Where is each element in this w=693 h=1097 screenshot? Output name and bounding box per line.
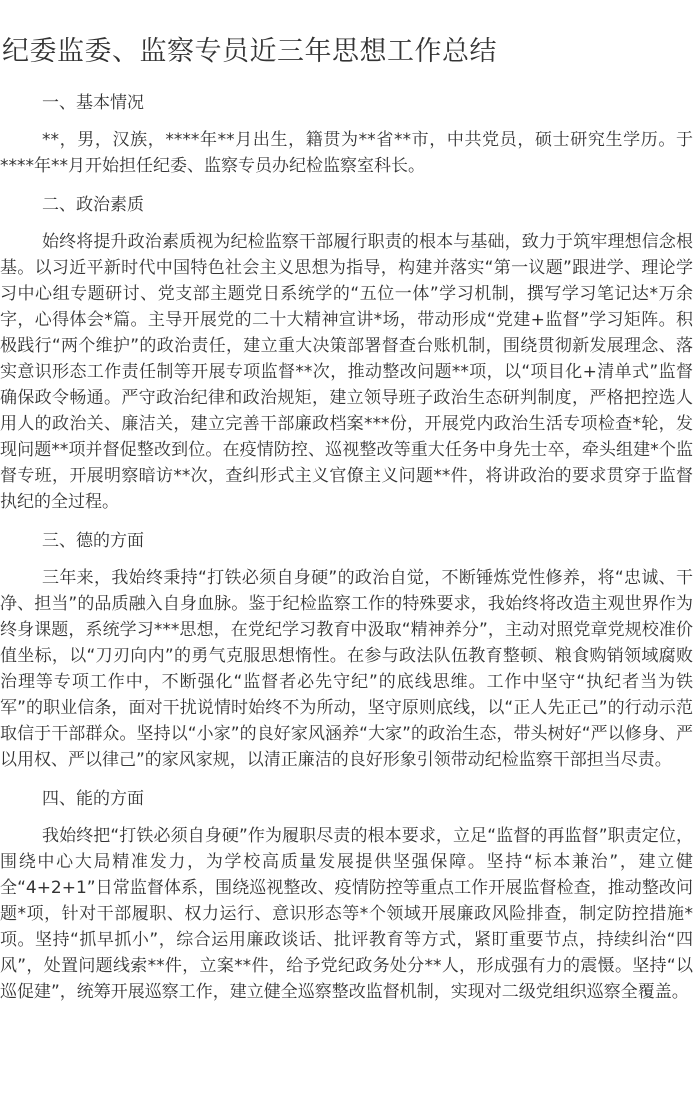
section-paragraph: 我始终把“打铁必须自身硬”作为履职尽责的根本要求，立足“监督的再监督”职责定位，围绕中心大局精准发力，为学校高质量发展提供坚强保障。坚持“标本兼治”，建立健全“4+2+1”日常监督体系，围绕巡视整改、疫情防控等重点工作开展监督检查，推动整改问题*项，针对干部履职、权力运行、意识形态等*个领域开展廉政风险排查，制定防控措施*项。坚持“抓早抓小”，综合运用廉政谈话、批评教育等方式，紧盯重要节点，持续纠治“四风”，处置问题线索**件，立案**件，给予党纪政务处分**人，形成强有力的震慑。坚持“以巡促建”，统筹开展巡察工作，建立健全巡察整改监督机制，实现对二级党组织巡察全覆盖。 (0, 826, 693, 1002)
section-heading: 四、能的方面 (42, 789, 144, 809)
document-body (0, 90, 693, 1005)
section-paragraph: 三年来，我始终秉持“打铁必须自身硬”的政治自觉，不断锤炼党性修养，将“忠诚、干净、担当”的品质融入自身血脉。鉴于纪检监察工作的特殊要求，我始终将改造主观世界作为终身课题，系统学习***思想，在党纪学习教育中汲取“精神养分”，主动对照党章党规校准价值坐标，以“刀刃向内”的勇气克服思想惰性。在参与政法队伍教育整顿、粮食购销领域腐败治理等专项工作中，不断强化“监督者必先守纪”的底线思维。工作中坚守“执纪者当为铁军”的职业信条，面对干扰说情时始终不为所动，坚守原则底线，以“正人先正己”的行动示范取信于干部群众。坚持以“小家”的良好家风涵养“大家”的政治生态，带头树好“严以修身、严以用权、严以律己”的家风家规，以清正廉洁的良好形象引领带动纪检监察干部担当尽责。 (0, 568, 693, 770)
section-heading: 二、政治素质 (42, 195, 144, 215)
section-heading: 三、德的方面 (42, 531, 144, 551)
section-paragraph: 始终将提升政治素质视为纪检监察干部履行职责的根本与基础，致力于筑牢理想信念根基。以习近平新时代中国特色社会主义思想为指导，构建并落实“第一议题”跟进学、理论学习中心组专题研讨、党支部主题党日系统学的“五位一体”学习机制，撰写学习笔记达*万余字，心得体会*篇。主导开展党的二十大精神宣讲*场，带动形成“党建+监督”学习矩阵。积极践行“两个维护”的政治责任，建立重大决策部署督查台账机制，围绕贯彻新发展理念、落实意识形态工作责任制等开展专项监督**次，推动整改问题**项，以“项目化+清单式”监督确保政令畅通。严守政治纪律和政治规矩，建立领导班子政治生态研判制度，严格把控选人用人的政治关、廉洁关，建立完善干部廉政档案***份，开展党内政治生活专项检查*轮，发现问题**项并督促整改到位。在疫情防控、巡视整改等重大任务中身先士卒，牵头组建*个监督专班，开展明察暗访**次，查纠形式主义官僚主义问题**件，将讲政治的要求贯穿于监督执纪的全过程。 (0, 232, 693, 512)
document-title: 纪委监委、监察专员近三年思想工作总结 (2, 36, 497, 67)
section-morality (0, 528, 693, 773)
section-heading: 一、基本情况 (42, 93, 144, 113)
section-ability (0, 786, 693, 1005)
section-paragraph: **，男，汉族，****年**月出生，籍贯为**省**市，中共党员，硕士研究生学历。于****年**月开始担任纪委、监察专员办纪检监察室科长。 (0, 130, 693, 176)
section-basic-info (0, 90, 693, 179)
section-political-quality (0, 192, 693, 515)
